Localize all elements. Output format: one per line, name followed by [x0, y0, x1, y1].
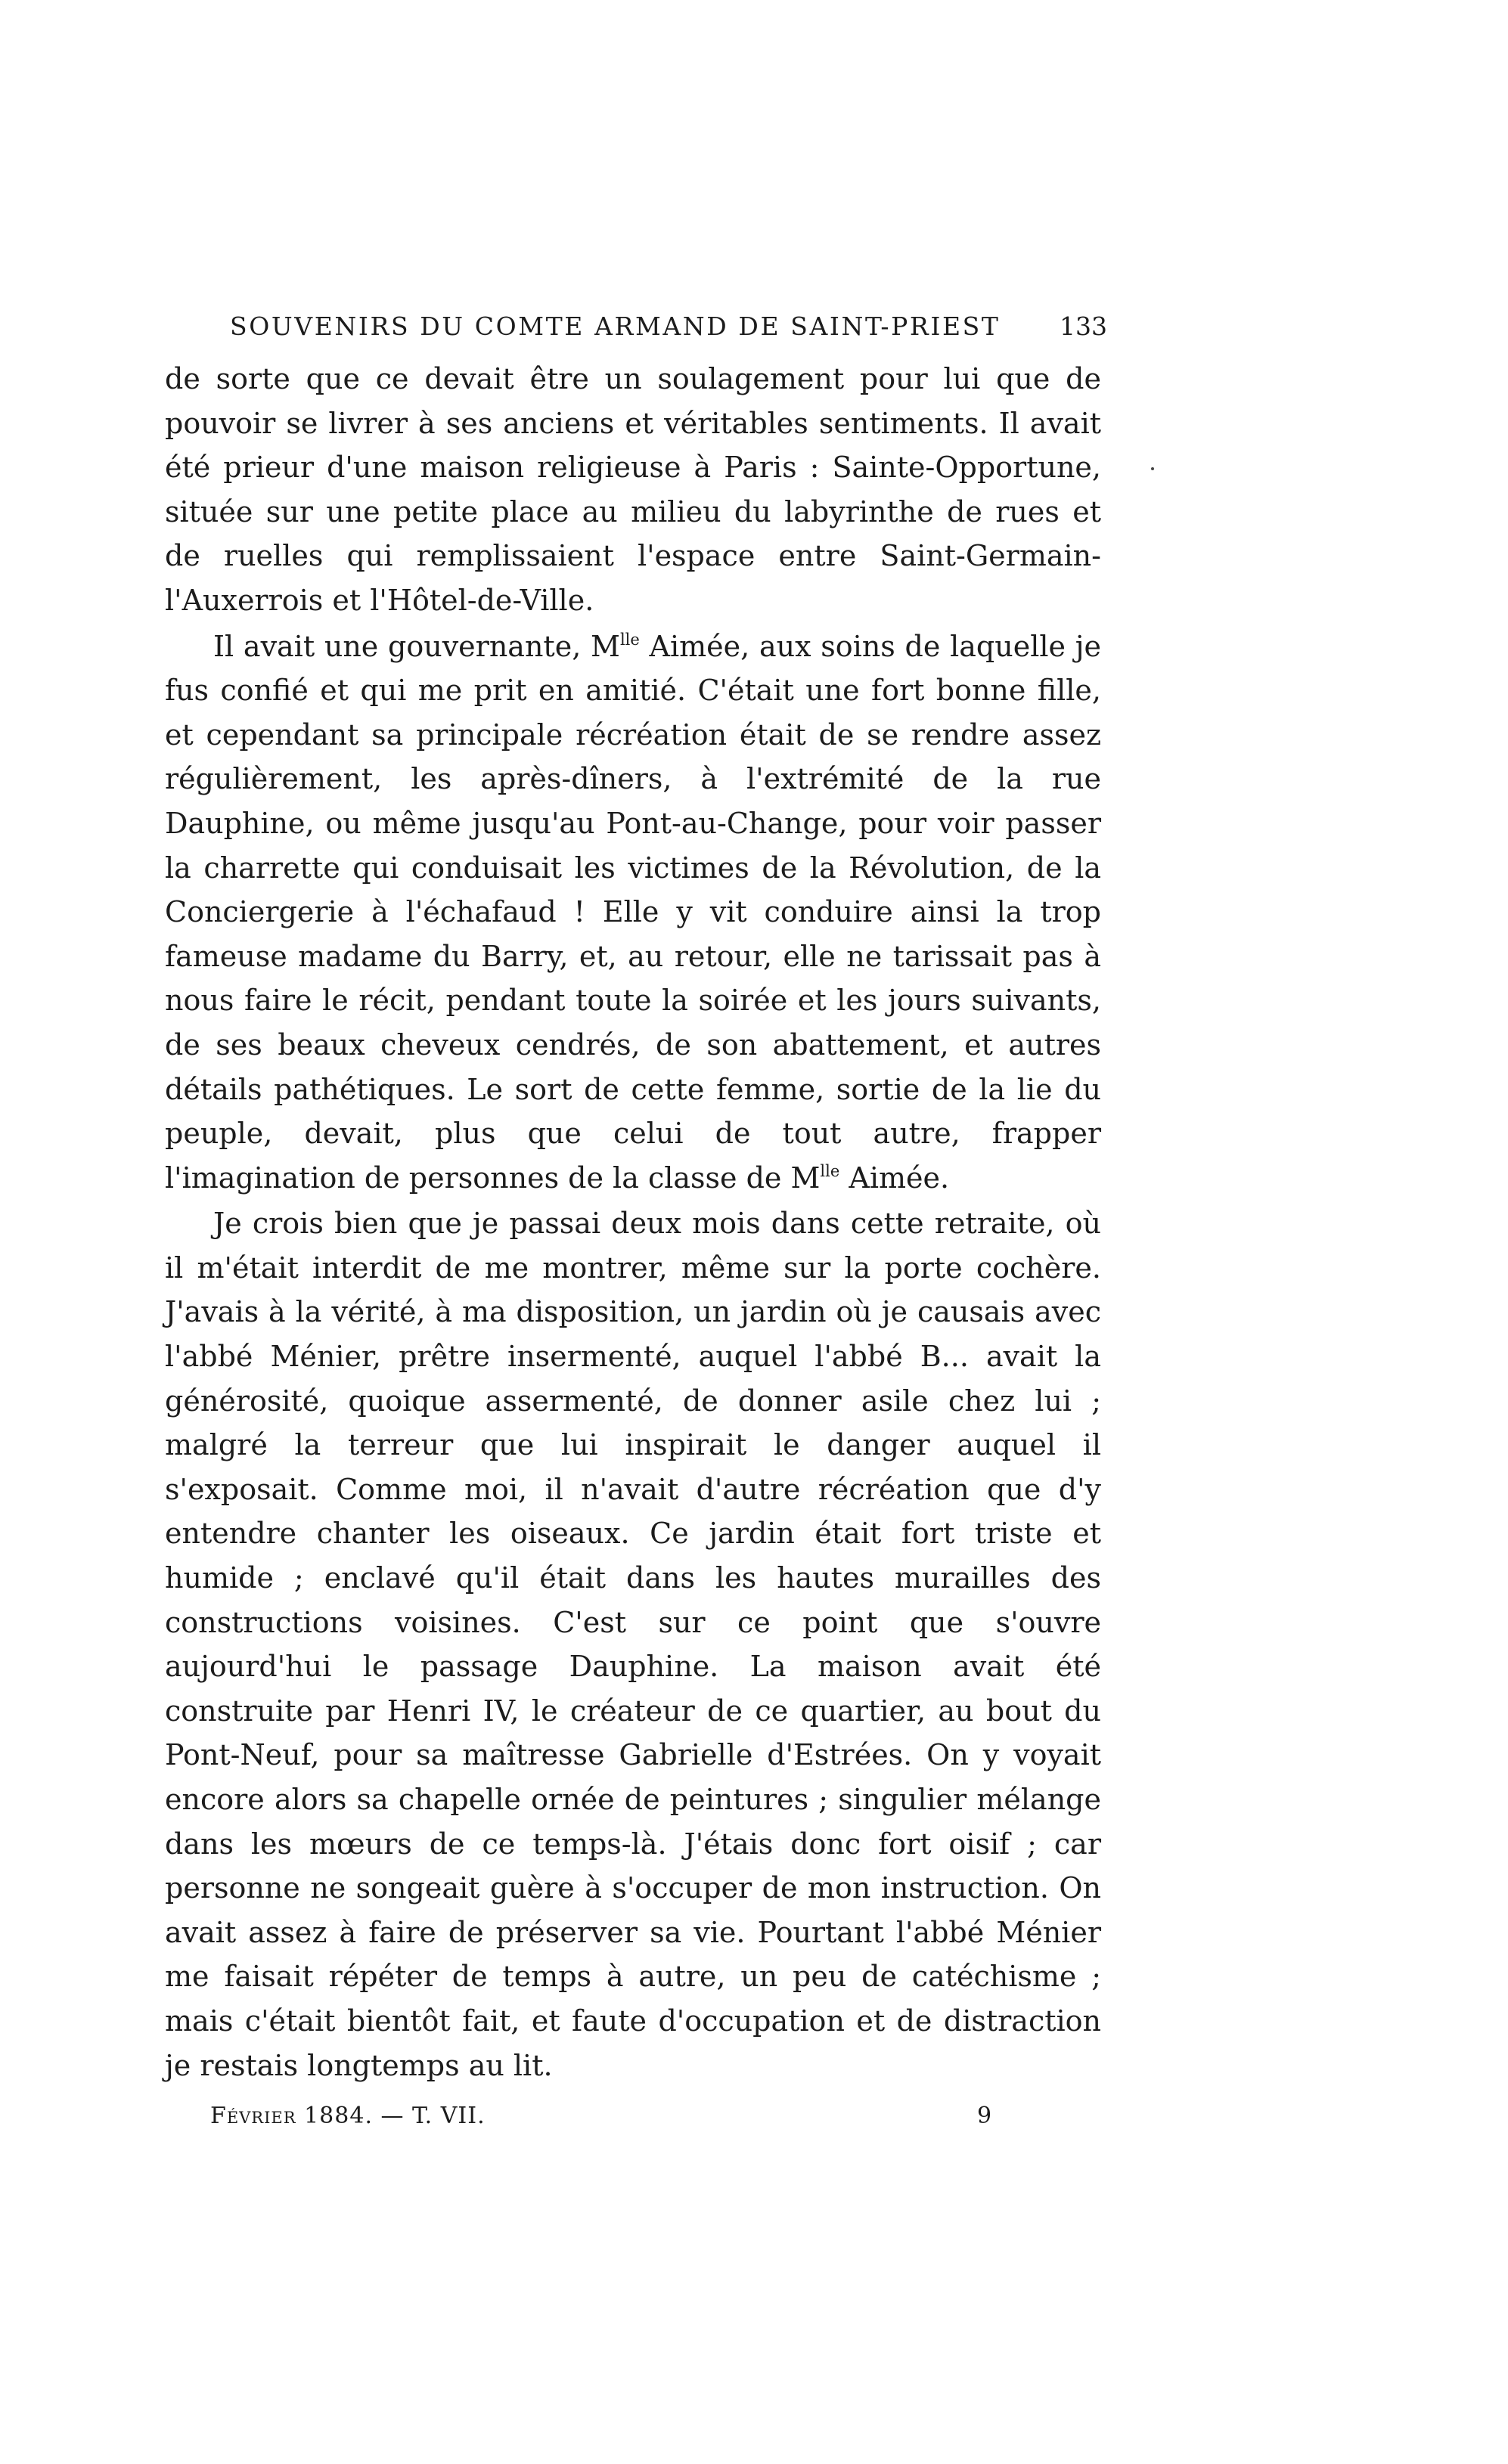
paragraph-2-text-start: Il avait une gouvernante, M: [213, 629, 620, 663]
mademoiselle-abbreviation: lle: [820, 1161, 840, 1180]
mademoiselle-abbreviation: lle: [619, 630, 640, 649]
paragraph-1-text: de sorte que ce devait être un soulagement pour lui que de pouvoir se livrer à ses anciens et véritables sentiments. Il avait été prieur d'une maison religieuse à Paris : Sainte-Opportune, située sur une petite place au milieu du labyrinthe de rues et de ruelles qui remplissaient l'espace entre Saint-Germain-l'Auxerrois et l'Hôtel-de-Ville.: [165, 362, 1101, 617]
paragraph-1: [165, 357, 1101, 623]
issue-imprint: Février 1884. — T. VII.: [210, 2103, 486, 2130]
paragraph-2-text-end: Aimée.: [839, 1161, 950, 1195]
paragraph-2: [165, 625, 1101, 1201]
signature-mark: 9: [977, 2103, 992, 2130]
paragraph-3-text: Je crois bien que je passai deux mois dans cette retraite, où il m'était interdit de me montrer, même sur la porte cochère. J'avais à la vérité, à ma disposition, un jardin où je causais avec l'abbé Ménier, prêtre insermenté, auquel l'abbé B... avait la générosité, quoique assermenté, de donner asile chez lui ; malgré la terreur que lui inspirait le danger auquel il s'exposait. Comme moi, il n'avait d'autre récréation que d'y entendre chanter les oiseaux. Ce jardin était fort triste et humide ; enclavé qu'il était dans les hautes murailles des constructions voisines. C'est sur ce point que s'ouvre aujourd'hui le passage Dauphine. La maison avait été construite par Henri IV, le créateur de ce quartier, au bout du Pont-Neuf, pour sa maîtresse Gabrielle d'Estrées. On y voyait encore alors sa chapelle ornée de peintures ; singulier mélange dans les mœurs de ce temps-là. J'étais donc fort oisif ; car personne ne songeait guère à s'occuper de mon instruction. On avait assez à faire de préserver sa vie. Pourtant l'abbé Ménier me faisait répéter de temps à autre, un peu de catéchisme ; mais c'était bientôt fait, et faute d'occupation et de distraction je restais longtemps au lit.: [165, 1207, 1101, 2082]
page-number: 133: [1060, 311, 1107, 341]
paragraph-3: [165, 1201, 1101, 2087]
page-footer: [165, 2094, 1101, 2139]
page-content: [165, 307, 1107, 2130]
running-head: [165, 307, 1107, 346]
running-title: SOUVENIRS DU COMTE ARMAND DE SAINT-PRIEST: [230, 311, 1001, 341]
ink-speck: [1151, 467, 1154, 470]
paragraph-2-text-middle: Aimée, aux soins de laquelle je fus confié et qui me prit en amitié. C'était une fort bonne fille, et cependant sa principale récréation était de se rendre assez régulièrement, les après-dîners, à l'extrémité de la rue Dauphine, ou même jusqu'au Pont-au-Change, pour voir passer la charrette qui conduisait les victimes de la Révolution, de la Conciergerie à l'échafaud ! Elle y vit conduire ainsi la trop fameuse madame du Barry, et, au retour, elle ne tarissait pas à nous faire le récit, pendant toute la soirée et les jours suivants, de ses beaux cheveux cendrés, de son abattement, et autres détails pathétiques. Le sort de cette femme, sortie de la lie du peuple, devait, plus que celui de tout autre, frapper l'imagination de personnes de la classe de M: [165, 629, 1102, 1195]
body-text: [165, 357, 1101, 2087]
